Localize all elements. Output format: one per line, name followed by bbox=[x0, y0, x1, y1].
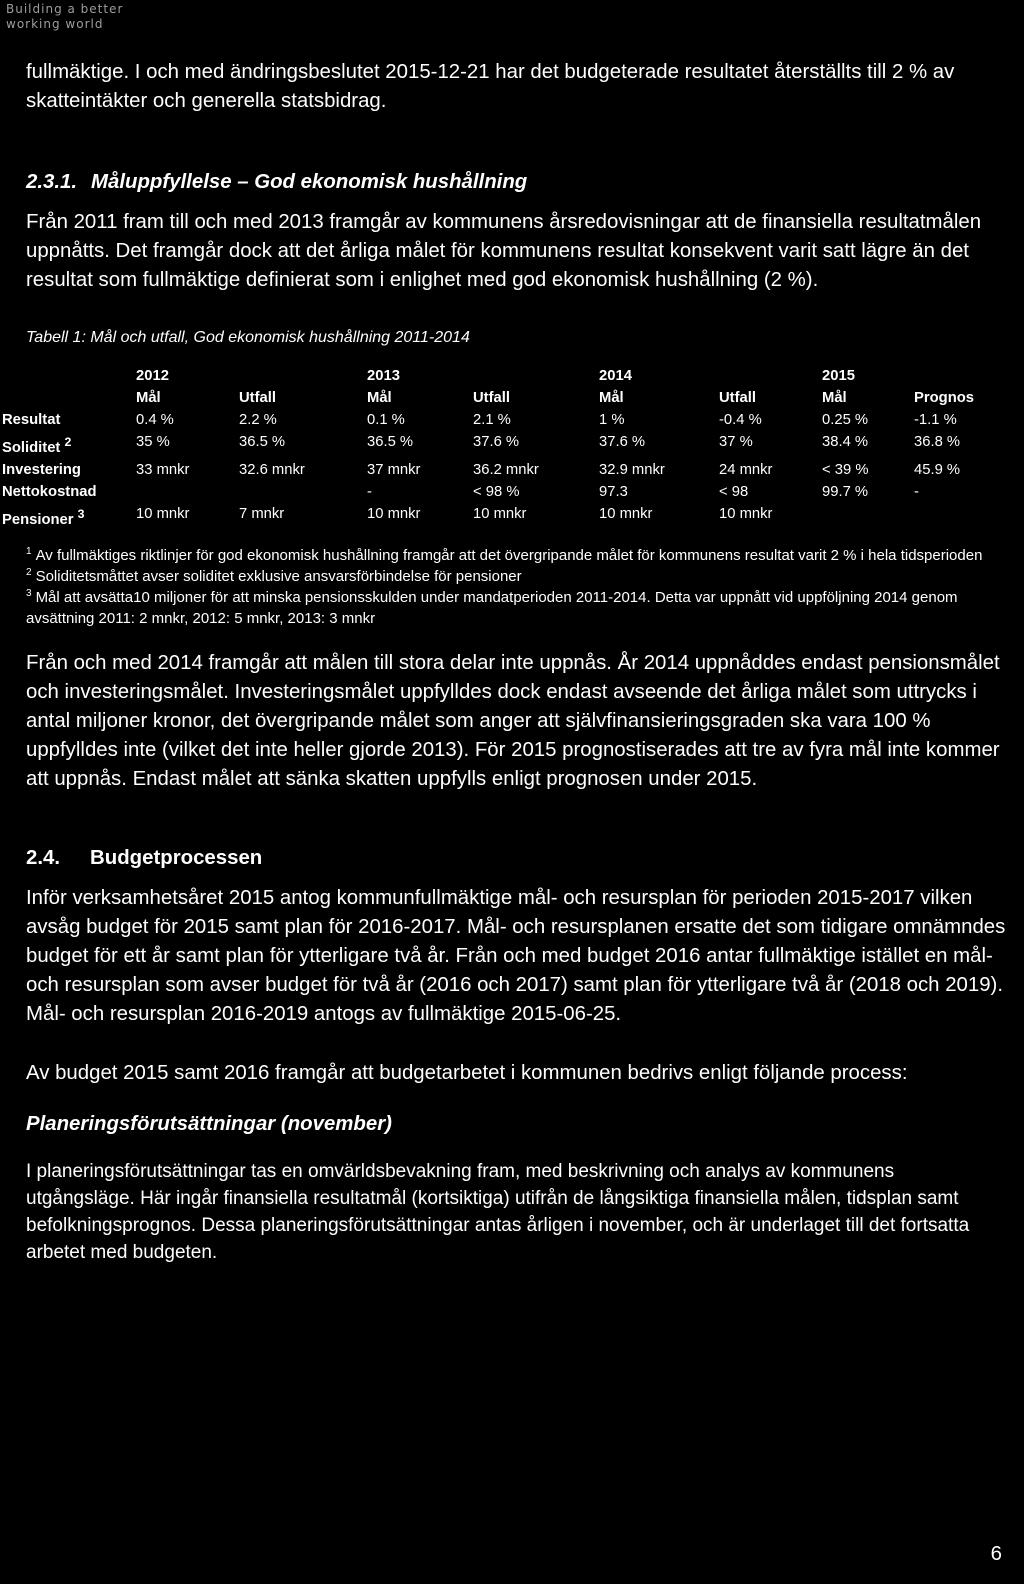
year-header-spacer bbox=[239, 365, 367, 387]
section-title: Måluppfyllelse – God ekonomisk hushållning bbox=[91, 171, 528, 193]
year-header-row bbox=[2, 365, 1004, 387]
table-cell: - bbox=[914, 483, 919, 500]
table-cell: 0.4 % bbox=[136, 412, 174, 428]
table-cell: 10 mnkr bbox=[473, 505, 527, 522]
section-number: 2.3.1. bbox=[26, 171, 78, 193]
footnote bbox=[26, 566, 1006, 587]
year-header-spacer bbox=[914, 365, 1004, 387]
table-cell: 32.9 mnkr bbox=[599, 461, 665, 478]
table-cell: 0.25 % bbox=[822, 412, 869, 428]
planning-heading: Planeringsförutsättningar (november) bbox=[26, 1112, 392, 1135]
corner-cell bbox=[2, 387, 136, 409]
budget-paragraph-1: Inför verksamhetsåret 2015 antog kommunfullmäktige mål- och resursplan för perioden 2015-2017 vilken avsåg budget för 2015 samt plan för 2016-2017. Mål- och resursplanen ersatte det som tidigare omnämndes budget för ett år samt plan för ytterligare två år. Från och med budget 2016 antar fullmäktige istället en mål- och resursplan som avser budget för två år (2016 och 2017) samt plan för ytterligare två år (2018 och 2019). Mål- och resursplan 2016-2019 antogs av fullmäktige 2015-06-25. bbox=[26, 886, 1006, 1025]
column-header-row bbox=[2, 387, 1004, 409]
table-cell: 37 % bbox=[719, 434, 753, 450]
table-row bbox=[2, 431, 1004, 459]
paragraph-2014: Från och med 2014 framgår att målen till stora delar inte uppnås. År 2014 uppnåddes endast pensionsmålet och investeringsmålet. Investeringsmålet uppfylldes dock endast avseende det årliga målet som uttrycks i antal miljoner kronor, det övergripande målet som anger att självfinansieringsgraden ska vara 100 % uppfylldes inte (vilket det inte heller gjorde 2013). För 2015 prognostiserades att tre av fyra mål inte kommer att uppnås. Endast målet att sänka skatten uppfylls enligt prognosen under 2015. bbox=[26, 651, 1000, 790]
table-cell: 99.7 % bbox=[822, 483, 869, 500]
footnote bbox=[26, 545, 1006, 566]
footnote-number: 1 bbox=[26, 545, 32, 557]
year-header-spacer bbox=[473, 365, 599, 387]
table-cell: -1.1 % bbox=[914, 412, 957, 428]
table-cell bbox=[914, 503, 1004, 531]
page-content bbox=[2, 58, 1006, 1266]
logo-line-2: working world bbox=[6, 17, 104, 31]
column-header: Mål bbox=[822, 390, 847, 406]
section-heading-231 bbox=[26, 168, 1006, 196]
row-label: Resultat bbox=[2, 412, 61, 428]
table-cell bbox=[136, 481, 239, 503]
table-cell bbox=[239, 481, 367, 503]
table-cell: < 39 % bbox=[822, 461, 869, 478]
table-cell: 24 mnkr bbox=[719, 461, 773, 478]
table-cell: < 98 bbox=[719, 483, 749, 500]
footnote-text: Soliditetsmåttet avser soliditet exklusive ansvarsförbindelse för pensioner bbox=[35, 567, 522, 585]
table-cell: 45.9 % bbox=[914, 461, 961, 478]
column-header: Mål bbox=[367, 390, 392, 406]
footnotes bbox=[26, 545, 1006, 629]
footnote-number: 3 bbox=[26, 587, 32, 599]
table-cell: 36.2 mnkr bbox=[473, 461, 539, 478]
table-cell: 97.3 bbox=[599, 483, 628, 500]
table-row bbox=[2, 481, 1004, 503]
table-cell: 37 mnkr bbox=[367, 461, 421, 478]
corner-cell bbox=[2, 365, 136, 387]
table-cell: -0.4 % bbox=[719, 412, 762, 428]
table-cell: 10 mnkr bbox=[367, 505, 421, 522]
table-cell: 37.6 % bbox=[473, 434, 520, 450]
logo-line-1: Building a better bbox=[6, 2, 124, 16]
table-cell: 2.2 % bbox=[239, 412, 277, 428]
column-header: Prognos bbox=[914, 390, 975, 406]
table-cell: < 98 % bbox=[473, 483, 520, 500]
table-row bbox=[2, 409, 1004, 431]
column-header: Mål bbox=[136, 390, 161, 406]
section-heading-24 bbox=[26, 844, 1006, 872]
section-title: Budgetprocessen bbox=[90, 846, 263, 869]
table-cell: 36.5 % bbox=[239, 434, 286, 450]
row-label-text: Soliditet bbox=[2, 439, 61, 456]
table-row bbox=[2, 459, 1004, 481]
table-cell: 38.4 % bbox=[822, 434, 869, 450]
row-label-text: Pensioner bbox=[2, 511, 74, 528]
table-cell: 1 % bbox=[599, 412, 625, 428]
logo bbox=[6, 2, 123, 32]
footnote-marker: 2 bbox=[64, 435, 72, 449]
table-row bbox=[2, 503, 1004, 531]
year-header: 2012 bbox=[136, 368, 169, 384]
table-cell: 36.8 % bbox=[914, 434, 961, 450]
row-label bbox=[2, 503, 136, 531]
year-header: 2015 bbox=[822, 368, 855, 384]
row-label: Investering bbox=[2, 461, 81, 478]
page-number: 6 bbox=[990, 1543, 1002, 1565]
table-cell: 7 mnkr bbox=[239, 505, 285, 522]
row-label bbox=[2, 431, 136, 459]
table-caption: Tabell 1: Mål och utfall, God ekonomisk hushållning 2011-2014 bbox=[26, 329, 470, 346]
year-header: 2014 bbox=[599, 368, 632, 384]
table-cell: 32.6 mnkr bbox=[239, 461, 305, 478]
footnote-number: 2 bbox=[26, 566, 32, 578]
row-label: Nettokostnad bbox=[2, 483, 97, 500]
section-number: 2.4. bbox=[26, 846, 61, 869]
table-cell: 10 mnkr bbox=[599, 505, 653, 522]
planning-paragraph: I planeringsförutsättningar tas en omvärldsbevakning fram, med beskrivning och analys av kommunens utgångsläge. Här ingår finansiella resultatmål (kortsiktiga) utifrån de långsiktiga finansiella målen, tidsplan samt befolkningsprognos. Dessa planeringsförutsättningar antas årligen i november, och är underlaget till det fortsatta arbetet med budgeten. bbox=[26, 1160, 970, 1263]
table-cell bbox=[822, 503, 914, 531]
table-cell: - bbox=[367, 483, 372, 500]
table-cell: 33 mnkr bbox=[136, 461, 190, 478]
footnote-text: Av fullmäktiges riktlinjer för god ekonomisk hushållning framgår att det övergripande målet för kommunens resultat varit 2 % i hela tidsperioden bbox=[35, 546, 983, 564]
year-header-spacer bbox=[719, 365, 822, 387]
table-cell: 10 mnkr bbox=[719, 505, 773, 522]
table-cell: 36.5 % bbox=[367, 434, 414, 450]
column-header: Utfall bbox=[239, 390, 276, 406]
column-header: Utfall bbox=[473, 390, 510, 406]
column-header: Mål bbox=[599, 390, 624, 406]
table-cell: 0.1 % bbox=[367, 412, 405, 428]
section-231-paragraph: Från 2011 fram till och med 2013 framgår av kommunens årsredovisningar att de finansiella resultatmålen uppnåtts. Det framgår dock att det årliga målet för kommunens resultat konsekvent varit satt lägre än det resultat som fullmäktige definierat som i enlighet med god ekonomisk hushållning (2 %). bbox=[26, 211, 982, 291]
table-cell: 2.1 % bbox=[473, 412, 511, 428]
goals-table bbox=[2, 365, 1004, 531]
footnote-marker: 3 bbox=[77, 506, 85, 521]
table-cell: 10 mnkr bbox=[136, 505, 190, 522]
column-header: Utfall bbox=[719, 390, 756, 406]
table-cell: 37.6 % bbox=[599, 434, 646, 450]
table-cell: 35 % bbox=[136, 434, 170, 450]
footnote bbox=[26, 587, 1006, 629]
footnote-text: Mål att avsätta10 miljoner för att minska pensionsskulden under mandatperioden 2011-2014. Detta var uppnått vid uppföljning 2014 genom avsättning 2011: 2 mnkr, 2012: 5 mnkr, 2013: 3 mnkr bbox=[26, 588, 958, 627]
intro-paragraph: fullmäktige. I och med ändringsbeslutet 2015-12-21 har det budgeterade resultatet återställts till 2 % av skatteintäkter och generella statsbidrag. bbox=[26, 61, 955, 112]
budget-paragraph-2: Av budget 2015 samt 2016 framgår att budgetarbetet i kommunen bedrivs enligt följande process: bbox=[26, 1061, 908, 1084]
year-header: 2013 bbox=[367, 368, 400, 384]
